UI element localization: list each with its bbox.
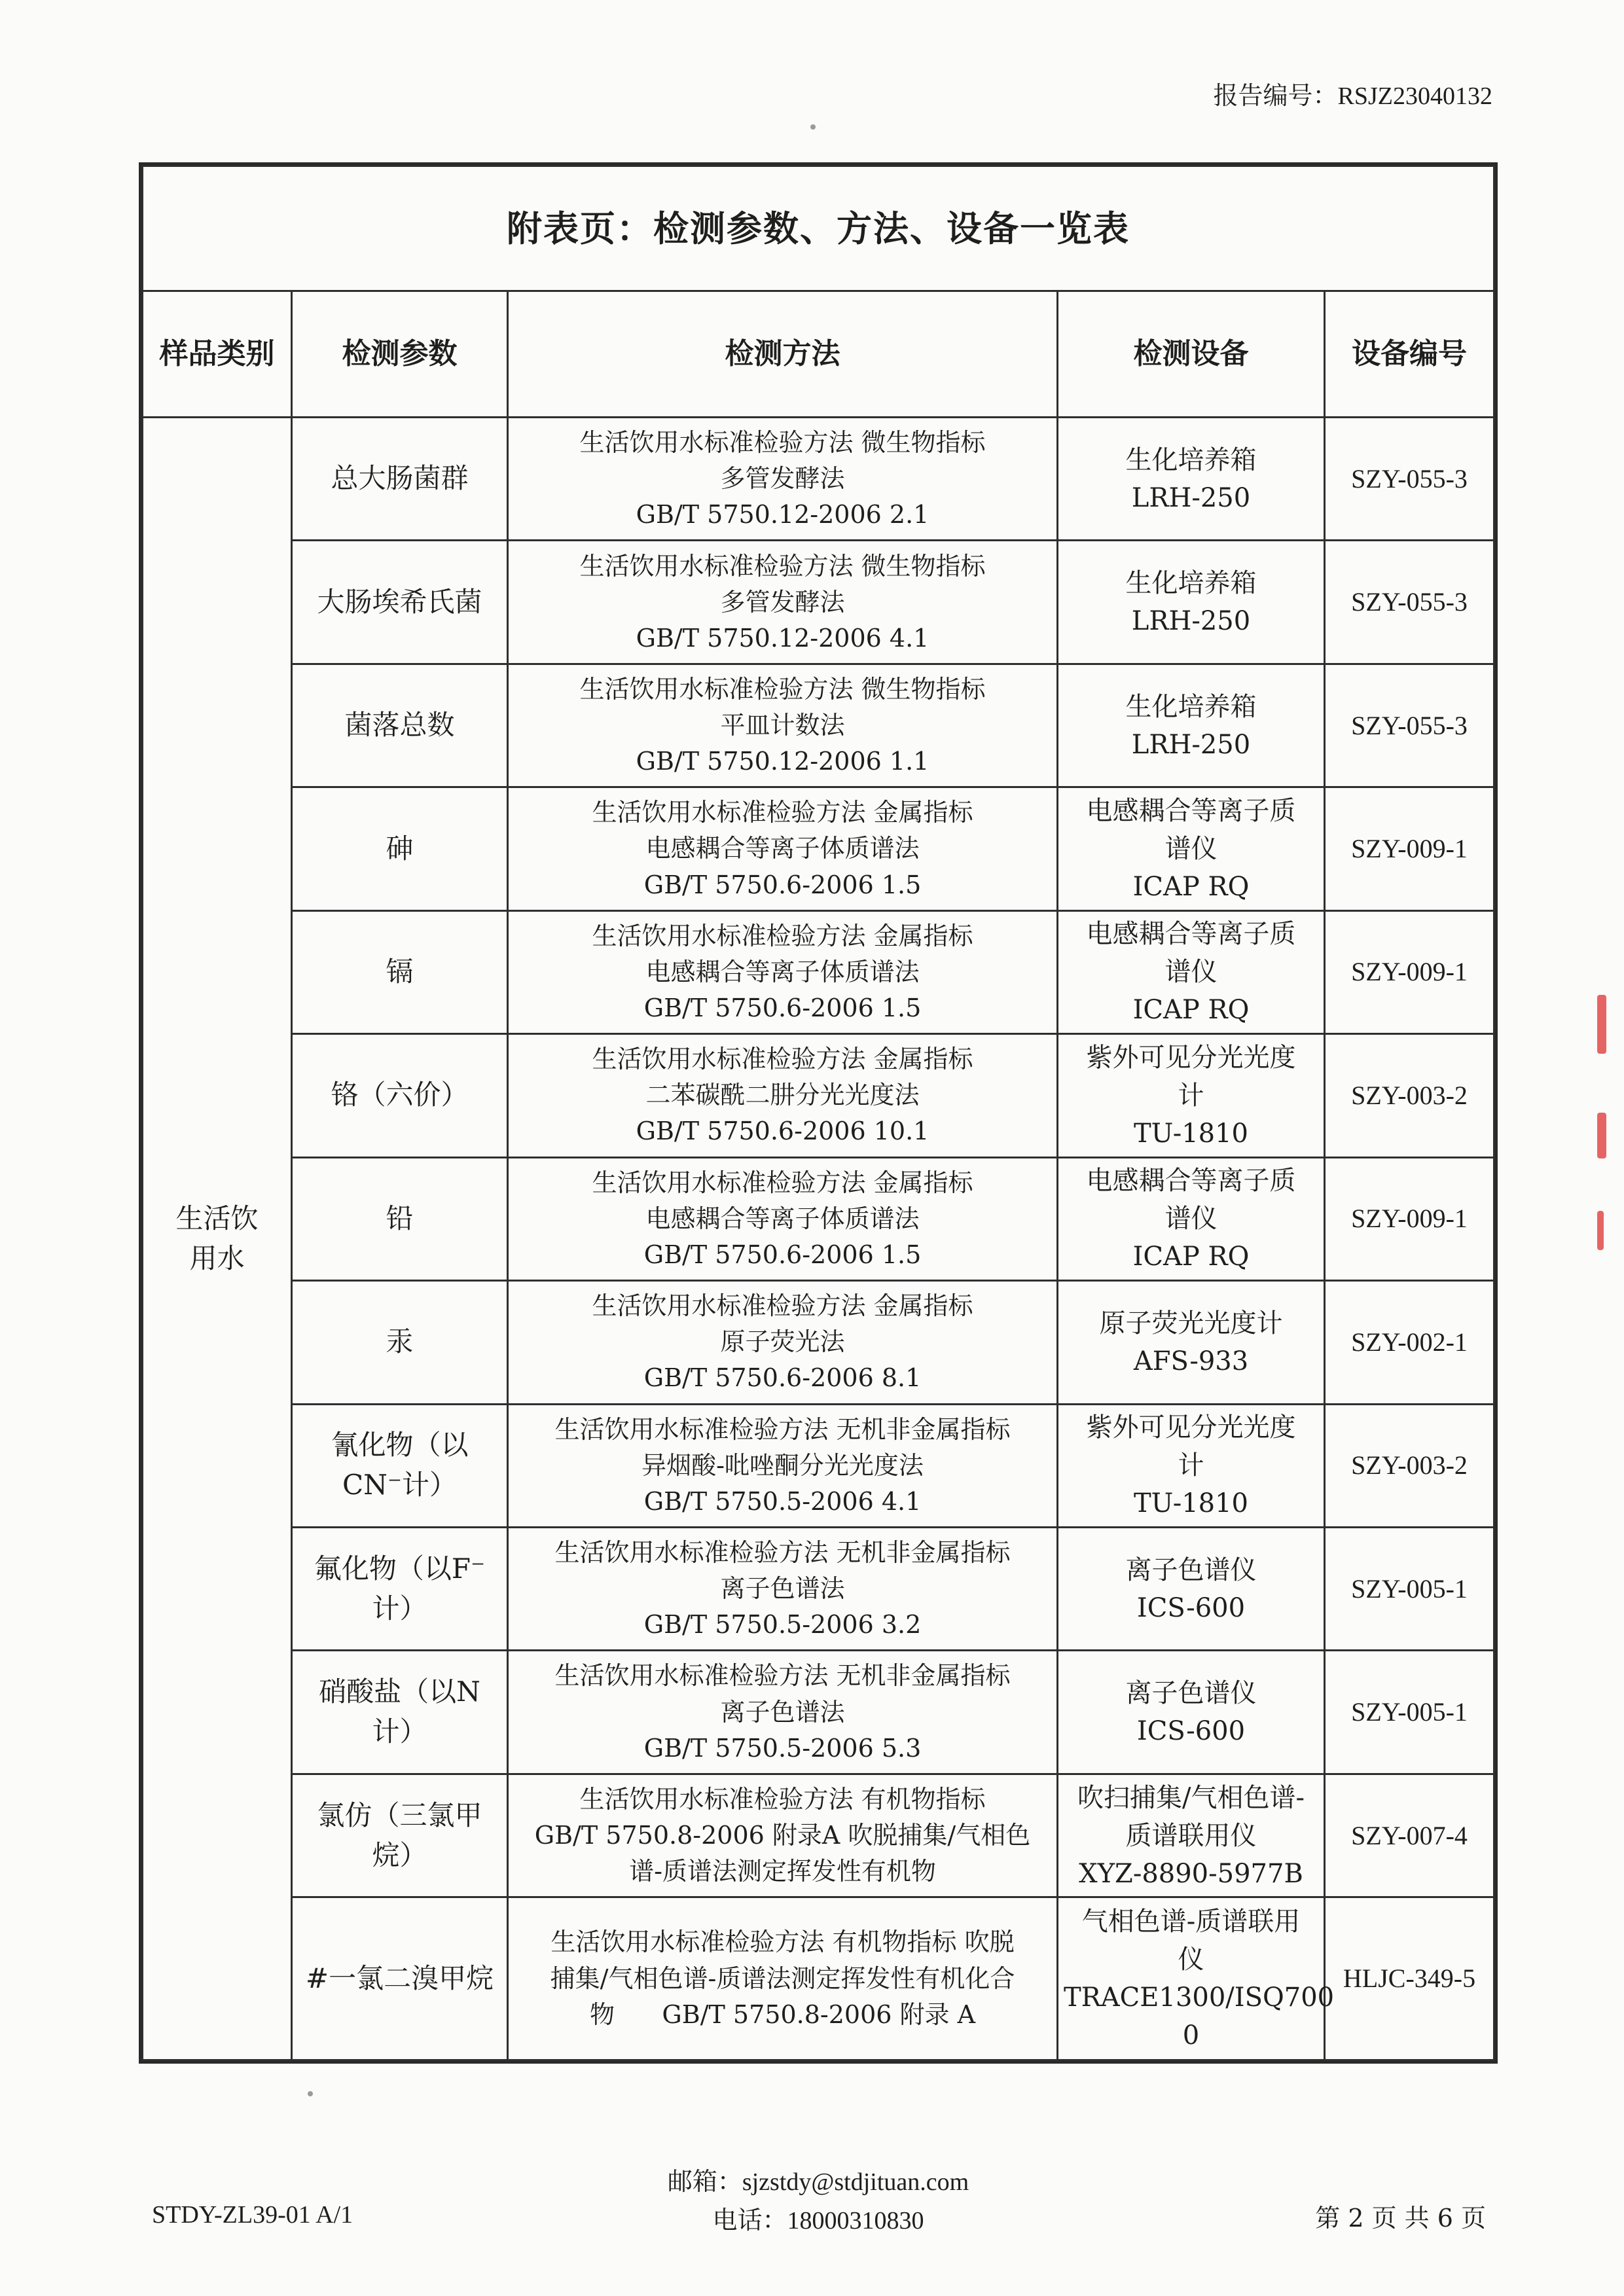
- equipment-line: 质谱联用仪: [1125, 1820, 1257, 1851]
- document-code: STDY-ZL39-01 A/1: [152, 2201, 353, 2229]
- method-line: 捕集/气相色谱-质谱法测定挥发性有机化合: [550, 1964, 1015, 1993]
- method-cell: [508, 1034, 1058, 1157]
- equipment-line: 原子荧光光度计: [1099, 1308, 1283, 1338]
- method-line: GB/T 5750.6-2006 8.1: [643, 1363, 922, 1393]
- equipment-code-cell: SZY-007-4: [1325, 1774, 1494, 1897]
- method-line: 生活饮用水标准检验方法 金属指标: [592, 798, 973, 827]
- equipment-line: ICAP RQ: [1132, 995, 1250, 1026]
- equipment-line: 电感耦合等离子质: [1086, 919, 1296, 950]
- equipment-line: LRH-250: [1131, 729, 1251, 760]
- stamp-fragment: [1597, 1211, 1604, 1250]
- scan-speck: [308, 2091, 313, 2096]
- method-line: 谱-质谱法测定挥发性有机物: [629, 1857, 936, 1886]
- contact-block: [589, 2163, 1047, 2240]
- email-text: 邮箱：sjzstdy@stdjituan.com: [667, 2168, 969, 2196]
- parameter-cell: 氯仿（三氯甲烷）: [292, 1774, 508, 1897]
- method-line: 二苯碳酰二肼分光光度法: [645, 1081, 920, 1110]
- equipment-line: TU-1810: [1134, 1118, 1248, 1149]
- report-number: 报告编号：RSJZ23040132: [1213, 82, 1492, 110]
- method-line: 原子荧光法: [720, 1327, 845, 1357]
- equipment-line: 谱仪: [1164, 1204, 1218, 1234]
- method-cell: [508, 541, 1058, 664]
- method-cell: [508, 787, 1058, 910]
- equipment-line: 紫外可见分光光度: [1086, 1042, 1296, 1073]
- method-cell: [508, 1527, 1058, 1650]
- equipment-code-cell: SZY-055-3: [1325, 418, 1494, 541]
- table-row: [143, 1157, 1494, 1280]
- method-line: 生活饮用水标准检验方法 无机非金属指标: [554, 1538, 1011, 1568]
- equipment-line: 电感耦合等离子质: [1086, 1166, 1296, 1196]
- table-row: [143, 1651, 1494, 1774]
- equipment-line: LRH-250: [1131, 482, 1251, 513]
- parameter-cell: 菌落总数: [292, 664, 508, 787]
- method-line: 生活饮用水标准检验方法 金属指标: [592, 1291, 973, 1321]
- equipment-line: AFS-933: [1133, 1346, 1249, 1376]
- equipment-line: 仪: [1178, 1945, 1204, 1975]
- parameter-cell: 氰化物（以CN⁻计）: [292, 1404, 508, 1527]
- method-cell: [508, 1651, 1058, 1774]
- method-line: 生活饮用水标准检验方法 有机物指标: [579, 1784, 986, 1814]
- equipment-cell: [1058, 418, 1325, 541]
- method-line: GB/T 5750.5-2006 4.1: [643, 1486, 922, 1516]
- equipment-line: ICAP RQ: [1132, 1242, 1250, 1272]
- table-row: [143, 910, 1494, 1033]
- method-line: GB/T 5750.6-2006 1.5: [643, 994, 922, 1023]
- equipment-code-cell: SZY-005-1: [1325, 1651, 1494, 1774]
- table-row: [143, 1897, 1494, 2060]
- method-line: GB/T 5750.5-2006 5.3: [643, 1733, 922, 1763]
- equipment-line: 紫外可见分光光度: [1086, 1412, 1296, 1443]
- equipment-cell: [1058, 1651, 1325, 1774]
- parameter-cell: 氟化物（以F⁻计）: [292, 1527, 508, 1650]
- equipment-line: LRH-250: [1131, 606, 1251, 637]
- method-line: 平皿计数法: [720, 711, 845, 740]
- equipment-cell: [1058, 1281, 1325, 1404]
- table-row: [143, 1281, 1494, 1404]
- page-number: 第 2 页 共 6 页: [1315, 2204, 1486, 2233]
- parameter-cell: 镉: [292, 910, 508, 1033]
- parameter-cell: 砷: [292, 787, 508, 910]
- equipment-code-cell: SZY-009-1: [1325, 1157, 1494, 1280]
- method-line: 电感耦合等离子体质谱法: [645, 834, 920, 863]
- parameter-cell: 汞: [292, 1281, 508, 1404]
- stamp-fragment: [1597, 1113, 1606, 1158]
- equipment-cell: [1058, 664, 1325, 787]
- equipment-cell: [1058, 1034, 1325, 1157]
- method-line: 离子色谱法: [720, 1574, 845, 1604]
- equipment-cell: [1058, 1527, 1325, 1650]
- parameter-cell: 铅: [292, 1157, 508, 1280]
- method-line: 生活饮用水标准检验方法 有机物指标 吹脱: [550, 1928, 1015, 1957]
- equipment-code-cell: SZY-009-1: [1325, 787, 1494, 910]
- equipment-cell: [1058, 1774, 1325, 1897]
- equipment-line: 生化培养箱: [1125, 568, 1257, 599]
- parameter-cell: 总大肠菌群: [292, 418, 508, 541]
- equipment-line: 生化培养箱: [1125, 691, 1257, 722]
- method-line: 生活饮用水标准检验方法 微生物指标: [579, 674, 986, 704]
- method-line: GB/T 5750.6-2006 1.5: [643, 870, 922, 899]
- equipment-cell: [1058, 787, 1325, 910]
- parameter-table-frame: [139, 162, 1498, 2064]
- sample-category-cell: 生活饮用水: [143, 418, 292, 2060]
- method-cell: [508, 1157, 1058, 1280]
- stamp-fragment: [1597, 995, 1606, 1054]
- equipment-line: ICAP RQ: [1132, 872, 1250, 903]
- table-row: [143, 1034, 1494, 1157]
- phone-text: 电话：18000310830: [712, 2206, 924, 2234]
- method-line: 电感耦合等离子体质谱法: [645, 1204, 920, 1233]
- column-header-parameter: 检测参数: [292, 291, 508, 418]
- method-cell: [508, 1897, 1058, 2060]
- column-header-equipment: 检测设备: [1058, 291, 1325, 418]
- equipment-code-cell: SZY-055-3: [1325, 664, 1494, 787]
- parameter-cell: 硝酸盐（以N计）: [292, 1651, 508, 1774]
- method-cell: [508, 1774, 1058, 1897]
- method-line: 生活饮用水标准检验方法 金属指标: [592, 921, 973, 950]
- method-line: 物 GB/T 5750.8-2006 附录 A: [589, 2000, 976, 2029]
- equipment-code-cell: SZY-055-3: [1325, 541, 1494, 664]
- method-cell: [508, 418, 1058, 541]
- column-header-category: 样品类别: [143, 291, 292, 418]
- method-line: 生活饮用水标准检验方法 无机非金属指标: [554, 1414, 1011, 1444]
- column-header-method: 检测方法: [508, 291, 1058, 418]
- method-line: 生活饮用水标准检验方法 微生物指标: [579, 551, 986, 581]
- equipment-line: 离子色谱仪: [1125, 1554, 1257, 1585]
- parameter-table: [141, 165, 1495, 2061]
- table-row: [143, 1527, 1494, 1650]
- table-header-row: [143, 291, 1494, 418]
- table-row: [143, 787, 1494, 910]
- parameter-cell: #一氯二溴甲烷: [292, 1897, 508, 2060]
- equipment-cell: [1058, 1897, 1335, 2060]
- equipment-line: 吹扫捕集/气相色谱-: [1077, 1782, 1305, 1813]
- method-line: 多管发酵法: [720, 464, 845, 493]
- equipment-code-cell: SZY-003-2: [1325, 1404, 1494, 1527]
- method-cell: [508, 1281, 1058, 1404]
- method-line: GB/T 5750.12-2006 2.1: [636, 500, 929, 529]
- method-line: 离子色谱法: [720, 1697, 845, 1727]
- scan-speck: [810, 124, 816, 130]
- table-row: [143, 418, 1494, 541]
- method-line: GB/T 5750.5-2006 3.2: [643, 1610, 922, 1640]
- equipment-code-cell: SZY-003-2: [1325, 1034, 1494, 1157]
- column-header-code: 设备编号: [1325, 291, 1494, 418]
- equipment-cell: [1058, 1404, 1325, 1527]
- method-cell: [508, 664, 1058, 787]
- equipment-line: XYZ-8890-5977B: [1079, 1858, 1303, 1889]
- equipment-line: 谱仪: [1164, 957, 1218, 988]
- equipment-line: 电感耦合等离子质: [1086, 796, 1296, 827]
- equipment-line: 谱仪: [1164, 834, 1218, 865]
- equipment-cell: [1058, 1157, 1325, 1280]
- method-line: 电感耦合等离子体质谱法: [645, 957, 920, 986]
- equipment-cell: [1058, 910, 1325, 1033]
- equipment-line: TU-1810: [1134, 1488, 1248, 1519]
- equipment-line: 计: [1178, 1080, 1204, 1111]
- parameter-cell: 铬（六价）: [292, 1034, 508, 1157]
- method-line: 生活饮用水标准检验方法 金属指标: [592, 1045, 973, 1074]
- method-line: 多管发酵法: [720, 587, 845, 617]
- method-line: 生活饮用水标准检验方法 微生物指标: [579, 428, 986, 457]
- table-row: [143, 541, 1494, 664]
- equipment-cell: [1058, 541, 1325, 664]
- method-line: GB/T 5750.12-2006 4.1: [636, 623, 929, 653]
- method-cell: [508, 1404, 1058, 1527]
- equipment-line: TRACE1300/ISQ700: [1064, 1982, 1335, 2013]
- method-line: GB/T 5750.12-2006 1.1: [636, 747, 929, 776]
- equipment-code-cell: SZY-005-1: [1325, 1527, 1494, 1650]
- method-line: GB/T 5750.8-2006 附录A 吹脱捕集/气相色: [534, 1820, 1031, 1850]
- method-cell: [508, 910, 1058, 1033]
- method-line: GB/T 5750.6-2006 1.5: [643, 1240, 922, 1269]
- equipment-code-cell: SZY-009-1: [1325, 910, 1494, 1033]
- parameter-cell: 大肠埃希氏菌: [292, 541, 508, 664]
- equipment-code-cell: SZY-002-1: [1325, 1281, 1494, 1404]
- equipment-line: ICS-600: [1136, 1716, 1246, 1747]
- method-line: 生活饮用水标准检验方法 金属指标: [592, 1168, 973, 1197]
- equipment-line: 生化培养箱: [1125, 444, 1257, 475]
- table-title: 附表页：检测参数、方法、设备一览表: [143, 166, 1494, 291]
- equipment-line: 0: [1182, 2020, 1200, 2051]
- table-row: [143, 664, 1494, 787]
- equipment-line: 气相色谱-质谱联用: [1081, 1907, 1301, 1937]
- equipment-code-cell: HLJC-349-5: [1325, 1897, 1494, 2060]
- table-row: [143, 1404, 1494, 1527]
- table-row: [143, 1774, 1494, 1897]
- equipment-line: ICS-600: [1136, 1592, 1246, 1623]
- method-line: GB/T 5750.6-2006 10.1: [636, 1117, 929, 1146]
- table-body: [143, 418, 1494, 2060]
- equipment-line: 离子色谱仪: [1125, 1678, 1257, 1709]
- method-line: 异烟酸-吡唑酮分光光度法: [641, 1450, 924, 1480]
- equipment-line: 计: [1178, 1450, 1204, 1481]
- method-line: 生活饮用水标准检验方法 无机非金属指标: [554, 1661, 1011, 1691]
